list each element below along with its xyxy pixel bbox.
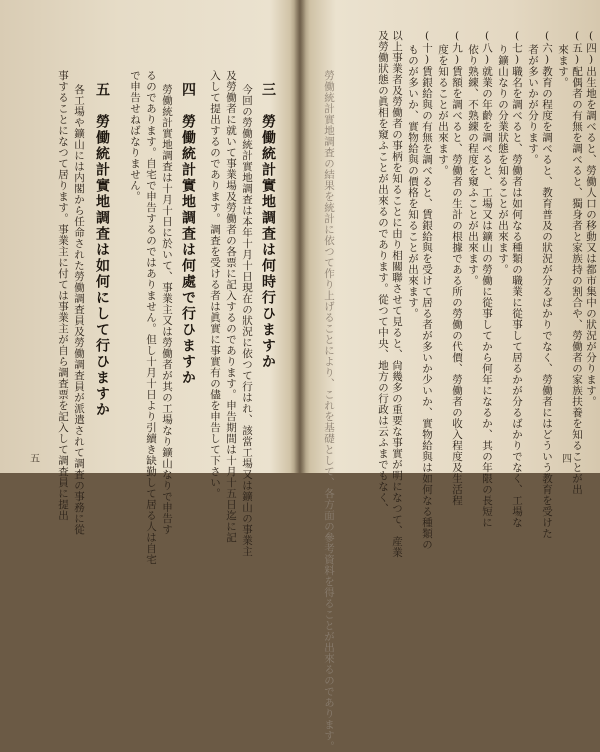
text-line: 者が多いかが分ります。 [527,44,539,165]
text-line: 以上事業者及勞働者の事柄を知ることに由り相關聯させて見ると、尙幾多の重要な事實が明になつて、産業 [391,30,403,558]
text-line: り鑛山なりの分業狀態を知ることが出來ます。 [497,44,509,275]
text-line: (五)配偶者の有無を調べると、獨身者と家族持の割合や、勞働者の家族扶養を知ることが出 [571,30,583,495]
text-line: 及勞働狀態の眞相を窺ふことが出來るのであります。從つて中央、地方の行政は云ふまでもなく、 [377,30,389,514]
text-line: (九)賃額を調べると、勞働者の生計の根據である所の勞働の代價、勞働者の收入程度及生活程 [451,30,463,506]
text-line: 今回の勞働統計實地調査は本年十月十日現在の狀況に依つて行はれ、該當工場又は鑛山の事業主 [241,84,253,557]
text-line: 度を知ることが出來ます。 [437,44,449,176]
right-page [302,0,600,752]
section-heading: 五 勞働統計實地調査は如何にして行ひますか [94,82,110,418]
text-line: 入して提出するのであります。調査を受ける者は眞實に事實有の儘を申告して下さい。 [209,70,221,499]
faint-text-line: 勞働統計實地調査の結果を統計に依つて作り上げることにより、これを基礎として、各方面の參考資料を得ることが出來るのであります。 [323,70,335,752]
section-heading: 四 勞働統計實地調査は何處で行ひますか [180,82,196,386]
text-line: るのであります。自宅で申告するのではありません。但し十月十日より引續き缺勤して居る人は自宅 [145,70,157,565]
left-page [0,0,298,565]
text-line: (七)職名を調べると、勞働者は如何なる種類の職業に從事して居るかが分るばかりでなく、工場な [511,30,523,528]
text-line: 事することになつて居ります。事業主に付ては事業主が自ら調査票を記入して調査員に提出 [57,70,69,521]
text-line: 及勞働者に就いて事業場及勞働者の各票に記入するのであります。申告期間は十月十五日迄に記 [225,70,237,543]
text-line: 勞働統計實地調査は十月十日に於いて、事業主又は勞働者が其の工場なり鑛山なりで申告す [161,84,173,535]
text-line: (八)就業の年齡を調べると、工場又は鑛山の勞働に從事してから何年になるか、其の年限の長短に [481,30,493,528]
text-line: 來ます。 [557,44,569,88]
section-heading: 三 勞働統計實地調査は何時行ひますか [260,82,276,370]
gutter-shadow [290,0,310,473]
page-number: 五 [30,454,40,465]
text-line: (四)出生地を調べると、勞働人口の移動又は都市集中の狀況が分ります。 [585,30,597,407]
page-number: 四 [562,454,572,465]
text-line: (六)教育の程度を調べると、教育普及の狀況が分るばかりでなく、勞働者にはどういう教育を受けた [541,30,553,539]
text-line: (十)賃銀給與の有無を調べると、賃銀給與を受けて居る者が多いか少いか、實物給與は如何なる種類の [421,30,433,550]
text-line: 各工場や鑛山には内閣から任命された勞働調査員及勞働調査員が派遣されて調査の事務に從 [73,84,85,535]
text-line: 依り熟練、不熟練の程度を窺ふことが出來ます。 [467,44,479,286]
text-line: ものが多いか、實物給與の價格を知ることが出來ます。 [407,44,419,319]
text-line: で申告せねばなりません。 [129,70,141,202]
